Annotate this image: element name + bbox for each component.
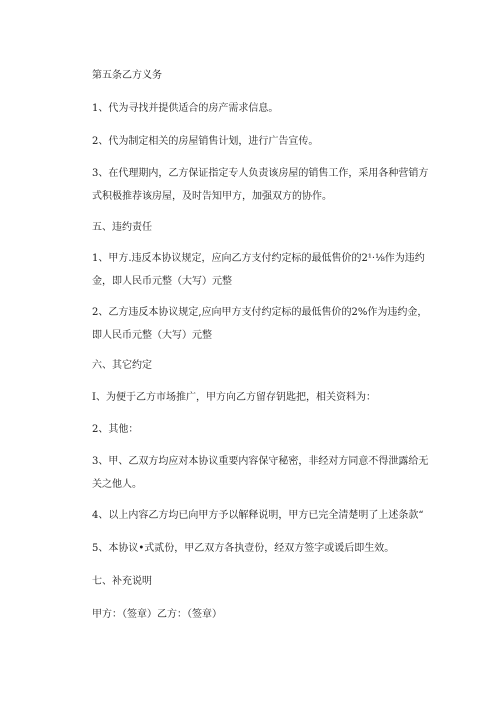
paragraph-other-2: 2、其他： (92, 424, 139, 435)
paragraph-other-4: 4、以上内容乙方均已向甲方予以解释说明，甲方已完全清楚明了上述条款“ (92, 510, 424, 521)
paragraph-obligation-3: 3、在代理期内，乙方保证指定专人负责该房屋的销售工作，采用各种营销方式积极推荐该房屋，及时告知甲方，加强双方的协作。 (92, 168, 429, 202)
paragraph-obligation-2: 2、代为制定相关的房屋销售计划，进行广告宣传。 (92, 136, 319, 147)
paragraph-breach-1: 1、甲方.违反本协议规定，应向乙方支付约定标的最低售价的2¹·⅛作为违约金，即人民币元整（大写）元整 (92, 253, 425, 287)
paragraph-other-5: 5、本协议•式贰份，甲乙双方各执壹份，经双方签字或谖后即生效。 (92, 543, 395, 554)
section-heading-other-terms: 六、其它约定 (92, 360, 152, 371)
signature-line: 甲方：（签章）乙方：（签章） (92, 609, 222, 620)
paragraph-obligation-1: 1、代为寻找并提供适合的房产需求信息。 (92, 103, 279, 114)
paragraph-breach-2: 2、乙方违反本协议规定,应向甲方支付约定标的最低售价的2%作为违约金，即人民币元整（大写）元整 (92, 307, 428, 341)
section-heading-breach: 五、违约责任 (92, 222, 152, 233)
paragraph-other-3: 3、甲、乙双方均应对本协议重要内容保守秘密，非经对方同意不得泄露给无关之他人。 (92, 456, 429, 490)
section-heading-party-b-obligations: 第五条乙方义务 (92, 70, 162, 81)
paragraph-other-1: I、为便于乙方市场推广，甲方向乙方留存钥匙把，相关资料为： (92, 392, 376, 403)
section-heading-supplement: 七、补充说明 (92, 576, 152, 587)
